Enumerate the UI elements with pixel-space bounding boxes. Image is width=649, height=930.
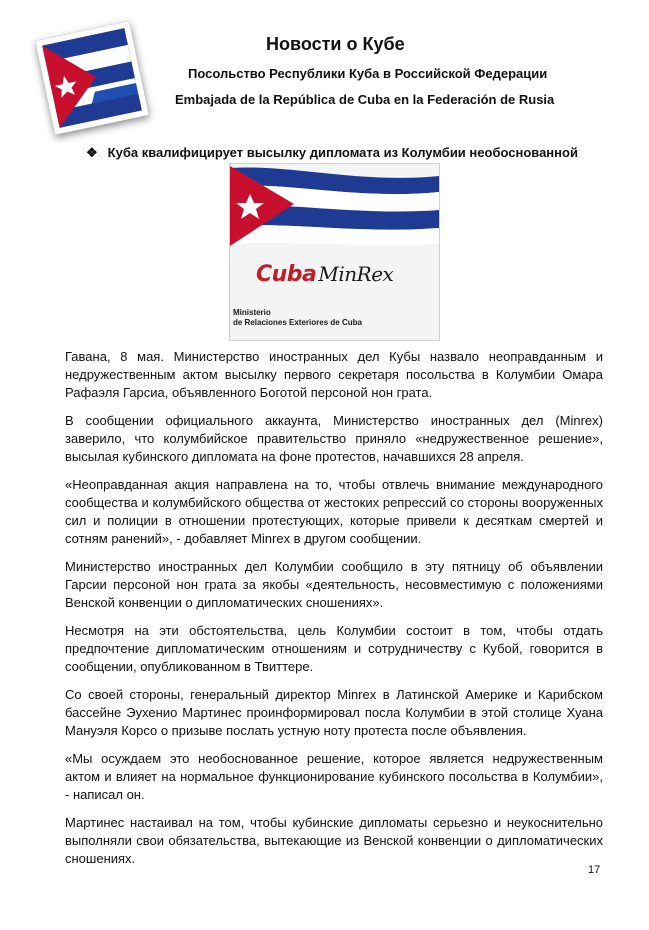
article-paragraph: «Неоправданная акция направлена на то, чтобы отвлечь внимание международного сообщества и колумбийского общества от жестоких репрессий со стороны вооруженных сил и полиции в отношении протестующих, которые привели к десяткам смертей и сотням ранений», - добавляет Minrex в другом сообщении. [65, 477, 603, 546]
page-title: Новости о Кубе [266, 34, 405, 54]
diamond-bullet-icon: ❖ [86, 145, 98, 160]
minrex-caption [233, 308, 362, 328]
article-paragraph: Со своей стороны, генеральный директор Minrex в Латинской Америке и Карибском бассейне Эухенио Мартинес проинформировал посла Колумбии в этой столице Хуана Мануэля Корсо о призыве послать устную ноту протеста после объявления. [65, 687, 603, 738]
article-paragraph: «Мы осуждаем это необоснованное решение, которое является недружественным актом и влияет на нормальное функционирование кубинского посольства в Колумбии», - написал он. [65, 751, 603, 802]
article-paragraph: Мартинес настаивал на том, чтобы кубинские дипломаты серьезно и неукоснительно выполняли свои обязательства, вытекающие из Венской конвенции о дипломатических сношениях. [65, 815, 603, 866]
cuba-flag-icon [230, 164, 439, 254]
article-heading [86, 145, 578, 161]
article-body [65, 348, 603, 878]
brand-word: Cuba [256, 262, 317, 287]
caption-line-1: Ministerio [233, 308, 271, 317]
article-paragraph: Несмотря на эти обстоятельства, цель Колумбии состоит в том, чтобы отдать предпочтение дипломатическим отношениям и сотрудничеству с Кубой, говорится в сообщении, опубликованном в Твиттере. [65, 623, 603, 674]
brand-script: MinRex [318, 262, 394, 286]
page-number: 17 [588, 864, 601, 876]
caption-line-2: de Relaciones Exteriores de Cuba [233, 318, 362, 327]
article-paragraph: В сообщении официального аккаунта, Министерство иностранных дел (Minrex) заверило, что колумбийское правительство приняло «недружественное решение», высылая кубинского дипломата на фоне протестов, начавшихся 28 апреля. [65, 413, 603, 464]
embassy-name-es: Embajada de la República de Cuba en la Federación de Rusia [175, 92, 555, 107]
embassy-name-ru: Посольство Республики Куба в Российской Федерации [188, 66, 548, 81]
article-paragraph: Министерство иностранных дел Колумбии сообщило в эту пятницу об объявлении Гарсии персоной нон грата за якобы «деятельность, несовместимую с положениями Венской конвенции о дипломатических сношениях». [65, 559, 603, 610]
article-heading-text: Куба квалифицирует высылку дипломата из Колумбии необоснованной [107, 145, 578, 160]
minrex-wordmark [256, 262, 393, 287]
article-paragraph: Гавана, 8 мая. Министерство иностранных дел Кубы назвало неоправданным и недружественным актом высылку первого секретаря посольства в Колумбии Омара Рафаэля Гарсиа, объявленного Боготой персоной нон грата. [65, 349, 603, 400]
minrex-logo-image [229, 163, 440, 341]
